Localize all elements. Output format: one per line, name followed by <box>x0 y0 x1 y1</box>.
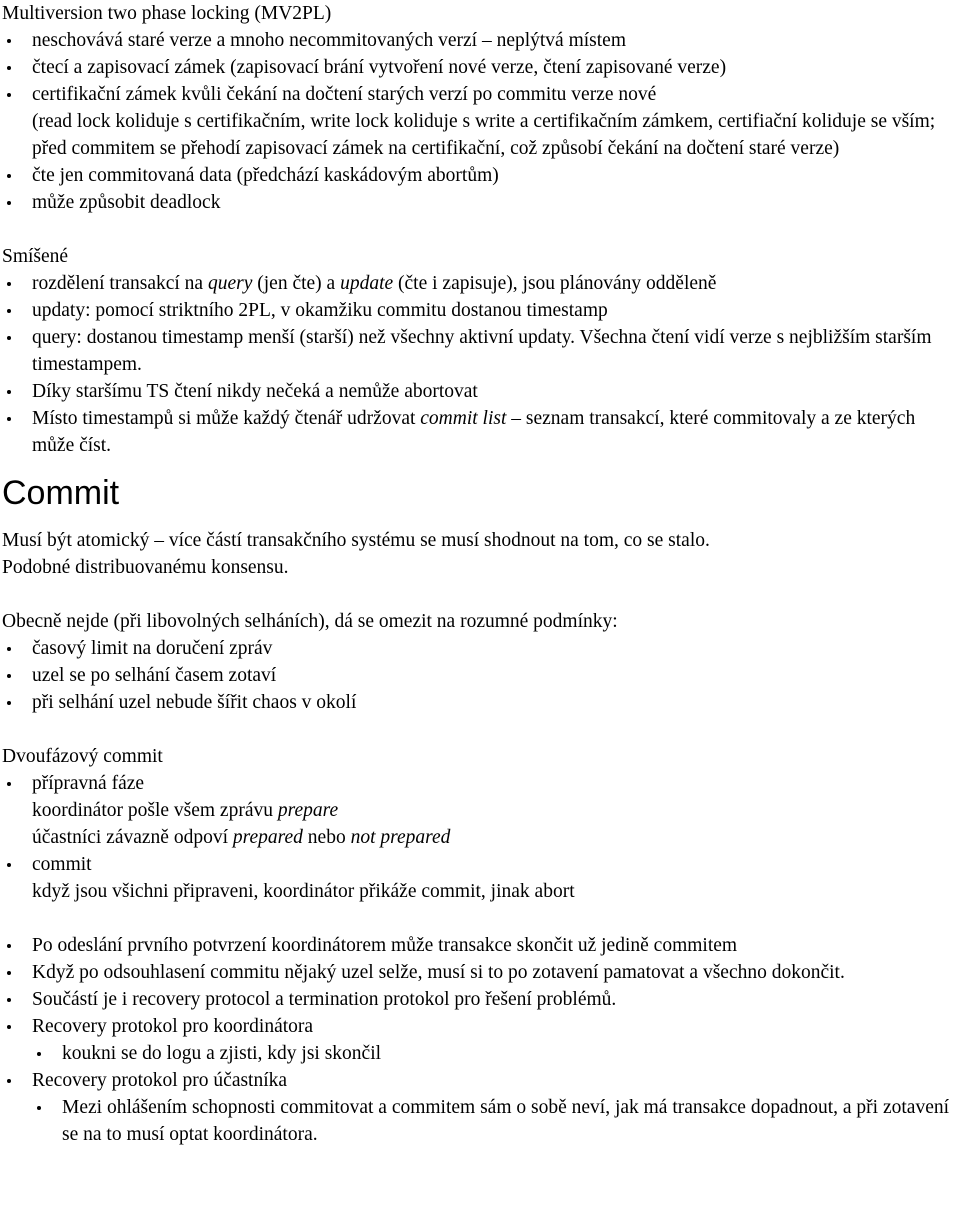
note-2: Když po odsouhlasení commitu nějaký uzel selže, musí si to po zotavení pamatovat a všechno dokončit. <box>2 959 952 986</box>
update-term: update <box>340 273 394 294</box>
note-1: Po odeslání prvního potvrzení koordinátorem může transakce skončit už jedině commitem <box>2 932 952 959</box>
commit-list-term: commit list <box>420 408 507 429</box>
smisene-title: Smíšené <box>2 246 69 267</box>
mv2pl-bullet-5: může způsobit deadlock <box>2 189 952 216</box>
phase-1-line-2: účastníci závazně odpoví prepared nebo not prepared <box>32 827 451 848</box>
commit-conditions-intro: Obecně nejde (při libovolných selháních), dá se omezit na rozumné podmínky: <box>2 611 618 632</box>
prepare-term: prepare <box>277 800 339 821</box>
smisene-bullet-3: query: dostanou timestamp menší (starší) než všechny aktivní updaty. Všechna čtení vidí verze s nejbližším starším timestampem. <box>2 324 952 378</box>
smisene-bullet-1: rozdělení transakcí na query (jen čte) a update (čte i zapisuje), jsou plánovány odděleně <box>2 270 952 297</box>
commit-heading: Commit <box>2 474 120 512</box>
commit-paragraph-line-1: Musí být atomický – více částí transakčního systému se musí shodnout na tom, co se stalo. <box>2 530 710 551</box>
mv2pl-title: Multiversion two phase locking (MV2PL) <box>2 3 332 24</box>
smisene-bullet-4: Díky staršímu TS čtení nikdy nečeká a nemůže abortovat <box>2 378 952 405</box>
commit-paragraph-line-2: Podobné distribuovanému konsensu. <box>2 557 289 578</box>
prepared-term: prepared <box>232 827 303 848</box>
mv2pl-bullet-3-continuation: (read lock koliduje s certifikačním, write lock koliduje s write a certifikačním zámkem, certifiační koliduje se vším; před commitem se přehodí zapisovací zámek na certifikační, což způsobí čekání na dočtení staré verze) <box>32 111 936 159</box>
condition-1: časový limit na doručení zpráv <box>2 635 952 662</box>
phase-2-line-1: když jsou všichni připraveni, koordinátor přikáže commit, jinak abort <box>32 881 575 902</box>
note-3: Součástí je i recovery protocol a termination protokol pro řešení problémů. <box>2 986 952 1013</box>
note-4: Recovery protokol pro koordinátora <box>2 1013 952 1040</box>
phase-1: přípravná fáze <box>2 770 952 797</box>
smisene-bullet-5: Místo timestampů si může každý čtenář udržovat commit list – seznam transakcí, které commitovaly a ze kterých může číst. <box>2 405 952 459</box>
mv2pl-bullet-1: neschovává staré verze a mnoho necommitovaných verzí – neplýtvá místem <box>2 27 952 54</box>
two-phase-commit-title: Dvoufázový commit <box>2 746 163 767</box>
not-prepared-term: not prepared <box>350 827 451 848</box>
note-5: Recovery protokol pro účastníka <box>2 1067 952 1094</box>
mv2pl-bullet-4: čte jen commitovaná data (předchází kaskádovým abortům) <box>2 162 952 189</box>
condition-3: při selhání uzel nebude šířit chaos v okolí <box>2 689 952 716</box>
condition-2: uzel se po selhání časem zotaví <box>2 662 952 689</box>
document <box>2 0 952 1148</box>
mv2pl-bullet-2: čtecí a zapisovací zámek (zapisovací brání vytvoření nové verze, čtení zapisované verze) <box>2 54 952 81</box>
smisene-bullet-2: updaty: pomocí striktního 2PL, v okamžiku commitu dostanou timestamp <box>2 297 952 324</box>
note-4-sub: koukni se do logu a zjisti, kdy jsi skončil <box>2 1040 952 1067</box>
query-term: query <box>207 273 253 294</box>
note-5-sub: Mezi ohlášením schopnosti commitovat a commitem sám o sobě neví, jak má transakce dopadnout, a při zotavení se na to musí optat koordinátora. <box>2 1094 952 1148</box>
phase-2: commit <box>2 851 952 878</box>
mv2pl-bullet-3: certifikační zámek kvůli čekání na dočtení starých verzí po commitu verze nové <box>2 81 952 108</box>
phase-1-line-1: koordinátor pošle všem zprávu prepare <box>32 800 339 821</box>
